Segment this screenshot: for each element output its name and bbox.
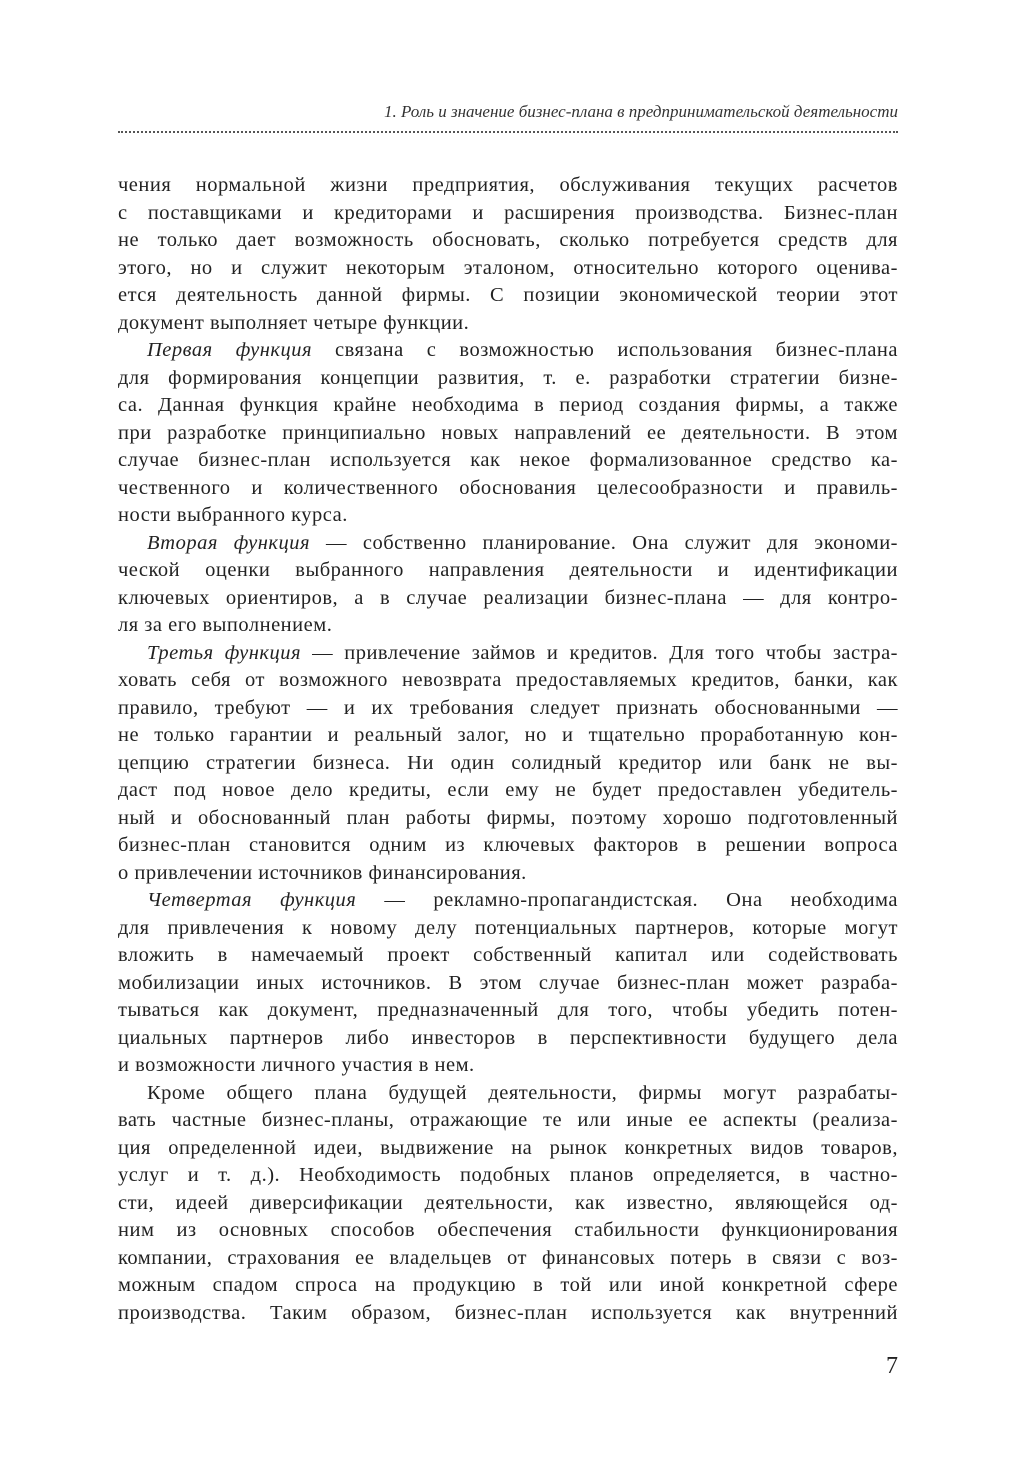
text-line: циальных партнеров либо инвесторов в перспективности будущего дела [118, 1026, 898, 1049]
text-line: вложить в намечаемый проект собственный капитал или содействовать [118, 944, 898, 966]
text-line: этого, но и служит некоторым эталоном, относительно которого оценива- [118, 256, 898, 279]
text-line: даст под новое дело кредиты, если ему не будет предоставлен убедитель- [118, 779, 898, 801]
text-line [118, 337, 898, 365]
text-line: для формирования концепции развития, т. е. разработки стратегии бизне- [118, 366, 898, 389]
text-line: ключевых ориентиров, а в случае реализации бизнес-плана — для контро- [118, 586, 898, 609]
text-line: мобилизации иных источников. В этом случае бизнес-план может разраба- [118, 971, 898, 994]
text-line: вать частные бизнес-планы, отражающие те или иные ее аспекты (реализа- [118, 1109, 898, 1131]
text-line: при разработке принципиально новых направлений ее деятельности. В этом [118, 421, 898, 444]
text-line: ческой оценки выбранного направления деятельности и идентификации [118, 559, 898, 581]
paragraph-5 [118, 887, 898, 1080]
term-fourth-function: Четвертая функция [147, 889, 357, 911]
text-line: ция определенной идеи, выдвижение на рынок конкретных видов товаров, [118, 1136, 898, 1159]
term-third-function: Третья функция [147, 641, 302, 664]
text-line: с поставщиками и кредиторами и расширения производства. Бизнес-план [118, 201, 898, 224]
term-second-function: Вторая функция [147, 531, 311, 554]
text-line: Кроме общего плана будущей деятельности, фирмы могут разрабаты- [147, 1081, 898, 1104]
text-line: производства. Таким образом, бизнес-план используется как внутренний [118, 1301, 898, 1324]
text-line: случае бизнес-план используется как некое формализованное средство ка- [118, 449, 898, 471]
text-line: не только гарантии и реальный залог, но и тщательно проработанную кон- [118, 724, 898, 746]
text-fragment: связана с возможностью использования бизнес-плана [312, 339, 899, 361]
text-line: документ выполняет четыре функции. [118, 311, 470, 334]
text-line: цепцию стратегии бизнеса. Ни один солидный кредитор или банк не вы- [118, 751, 898, 774]
text-line: бизнес-план становится одним из ключевых факторов в решении вопроса [118, 834, 898, 856]
text-line: ним из основных способов обеспечения стабильности функционирования [118, 1219, 898, 1241]
body-text [118, 172, 898, 1327]
text-line: для привлечения к новому делу потенциальных партнеров, которые могут [118, 916, 898, 939]
paragraph-2 [118, 337, 898, 530]
paragraph-4 [118, 640, 898, 888]
text-line: услуг и т. д.). Необходимость подобных планов определяется, в частно- [118, 1164, 898, 1186]
text-line: можным спадом спроса на продукцию в той или иной конкретной сфере [118, 1274, 898, 1296]
text-line: компании, страхования ее владельцев от финансовых потерь в связи с воз- [118, 1246, 898, 1269]
header-dotted-rule [118, 131, 898, 133]
text-line: ности выбранного курса. [118, 504, 348, 526]
text-line [118, 530, 898, 558]
text-line: чественного и количественного обоснования целесообразности и правиль- [118, 476, 898, 499]
paragraph-6 [118, 1080, 898, 1328]
text-line: ный и обоснованный план работы фирмы, поэтому хорошо подготовленный [118, 806, 898, 829]
text-line: правило, требуют — и их требования следует признать обоснованными — [118, 696, 898, 719]
text-line: тываться как документ, предназначенный для того, чтобы убедить потен- [118, 999, 898, 1021]
text-line: чения нормальной жизни предприятия, обслуживания текущих расчетов [118, 174, 898, 196]
text-line [118, 887, 898, 915]
text-fragment: — собственно планирование. Она служит для экономи- [310, 531, 898, 554]
text-line: не только дает возможность обосновать, сколько потребуется средств для [118, 229, 898, 251]
text-line: сти, идеей диверсификации деятельности, как известно, являющейся од- [118, 1191, 898, 1214]
term-first-function: Первая функция [147, 339, 312, 361]
text-line [118, 640, 898, 668]
text-line: са. Данная функция крайне необходима в период создания фирмы, а также [118, 394, 898, 416]
text-fragment: — рекламно-пропагандистская. Она необходима [356, 889, 898, 911]
page-number: 7 [886, 1353, 898, 1379]
paragraph-3 [118, 530, 898, 640]
paragraph-1 [118, 172, 898, 337]
text-line: и возможности личного участия в нем. [118, 1054, 475, 1076]
text-line: ховать себя от возможного невозврата предоставляемых кредитов, банки, как [118, 669, 898, 691]
text-line: ля за его выполнением. [118, 614, 333, 636]
text-fragment: — привлечение займов и кредитов. Для того чтобы застра- [301, 641, 898, 664]
running-header: 1. Роль и значение бизнес-плана в предпринимательской деятельности [383, 102, 898, 121]
text-line: о привлечении источников финансирования. [118, 861, 527, 884]
text-line: ется деятельность данной фирмы. С позиции экономической теории этот [118, 284, 898, 306]
